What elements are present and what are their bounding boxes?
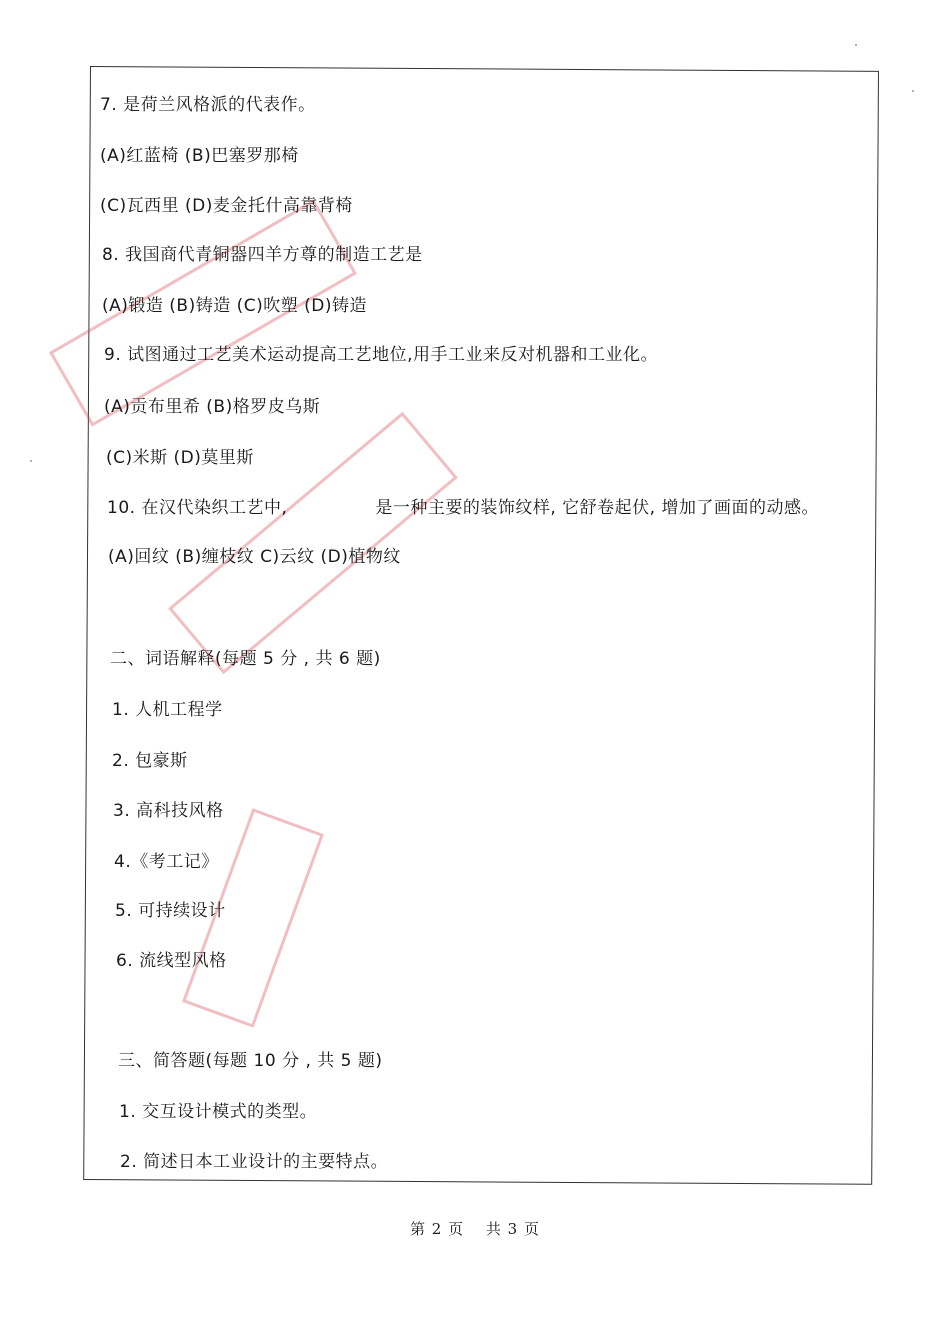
term-item: 5. 可持续设计 [115, 901, 226, 921]
scan-speck [855, 44, 857, 46]
question-7-options-ab: (A)红蓝椅 (B)巴塞罗那椅 [100, 146, 299, 166]
short-answer-item: 1. 交互设计模式的类型。 [119, 1102, 318, 1122]
question-9-options-ab: (A)贡布里希 (B)格罗皮乌斯 [104, 397, 321, 417]
question-9-options-cd: (C)米斯 (D)莫里斯 [106, 448, 254, 468]
page-number: 第 2 页 [410, 1220, 465, 1238]
exam-page-border [83, 66, 879, 1185]
section-3-title: 三、简答题(每题 10 分 , 共 5 题) [118, 1051, 383, 1071]
question-10 [107, 493, 819, 518]
question-9: 9. 试图通过工艺美术运动提高工艺地位,用手工业来反对机器和工业化。 [104, 345, 659, 365]
question-10-suffix: 是一种主要的装饰纹样, 它舒卷起伏, 增加了画面的动感。 [375, 498, 819, 518]
question-7: 7. 是荷兰风格派的代表作。 [100, 95, 316, 115]
scan-speck [912, 90, 914, 92]
term-item: 3. 高科技风格 [113, 801, 224, 821]
short-answer-item: 2. 简述日本工业设计的主要特点。 [120, 1152, 389, 1172]
question-8-options: (A)锻造 (B)铸造 (C)吹塑 (D)铸造 [102, 296, 368, 316]
term-item: 6. 流线型风格 [116, 951, 227, 971]
question-7-options-cd: (C)瓦西里 (D)麦金托什高靠背椅 [100, 196, 353, 216]
term-item: 4.《考工记》 [114, 852, 219, 872]
page-total: 共 3 页 [485, 1220, 540, 1238]
term-item: 2. 包豪斯 [112, 751, 188, 771]
question-8: 8. 我国商代青铜器四羊方尊的制造工艺是 [102, 245, 423, 265]
section-2-title: 二、词语解释(每题 5 分 , 共 6 题) [110, 649, 381, 669]
question-10-options: (A)回纹 (B)缠枝纹 C)云纹 (D)植物纹 [108, 547, 401, 567]
term-item: 1. 人机工程学 [112, 700, 223, 720]
scan-speck [30, 460, 32, 462]
question-10-prefix: 10. 在汉代染织工艺中, [107, 498, 288, 518]
page-footer [0, 1218, 950, 1239]
